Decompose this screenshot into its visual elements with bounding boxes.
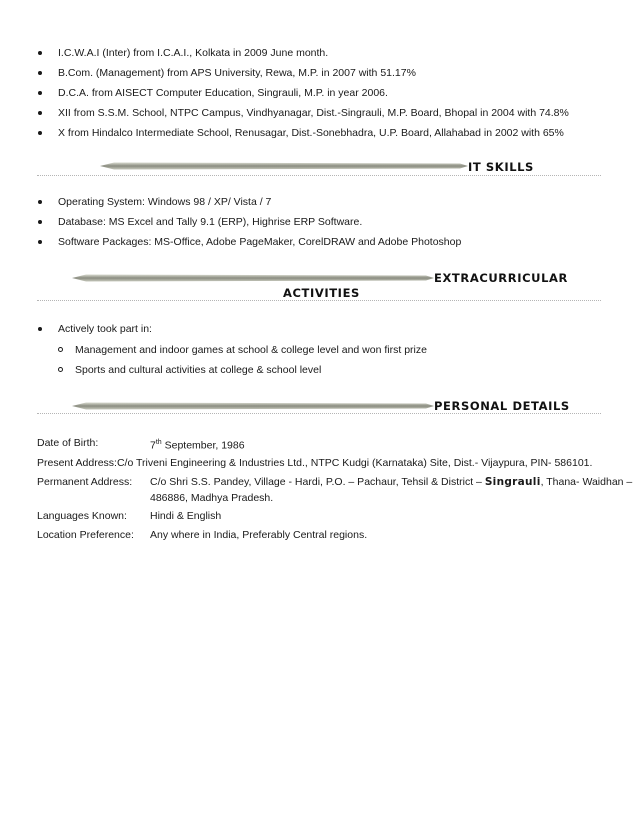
extracurricular-intro: Actively took part in:: [38, 322, 152, 342]
permanent-address-line2: 486886, Madhya Pradesh.: [150, 492, 274, 504]
section-title: PERSONAL DETAILS: [434, 399, 570, 413]
section-title-line2: ACTIVITIES: [283, 286, 360, 300]
skill-item: Database: MS Excel and Tally 9.1 (ERP), Highrise ERP Software.: [38, 215, 461, 235]
education-list: [38, 46, 569, 146]
education-item: D.C.A. from AISECT Computer Education, Singrauli, M.P. in year 2006.: [38, 86, 569, 106]
education-item: XII from S.S.M. School, NTPC Campus, Vindhyanagar, Dist.-Singrauli, M.P. Board, Bhopal in 2004 with 74.8%: [38, 106, 569, 126]
header-dotted-line: [37, 175, 601, 176]
present-address-row: [37, 456, 607, 470]
permanent-address-district: Singrauli: [484, 476, 541, 488]
extracurricular-sublist: [57, 343, 427, 383]
permanent-address-value: [150, 475, 632, 489]
header-rule-graphic: [72, 402, 434, 410]
extracurricular-list: [38, 322, 152, 342]
activity-item: Management and indoor games at school & college level and won first prize: [57, 343, 427, 363]
education-item: B.Com. (Management) from APS University, Rewa, M.P. in 2007 with 51.17%: [38, 66, 569, 86]
dob-day: 7: [150, 439, 156, 452]
permanent-address-part1: C/o Shri S.S. Pandey, Village - Hardi, P.O. – Pachaur, Tehsil & District –: [150, 476, 482, 488]
dob-value: [150, 436, 245, 453]
section-title: IT SKILLS: [468, 160, 534, 174]
skill-item: Software Packages: MS-Office, Adobe PageMaker, CorelDRAW and Adobe Photoshop: [38, 235, 461, 255]
permanent-address-label: Permanent Address:: [37, 476, 133, 488]
languages-label: Languages Known:: [37, 510, 127, 522]
header-dotted-line: [37, 413, 601, 414]
section-title: EXTRACURRICULAR: [434, 271, 568, 285]
dob-label: Date of Birth:: [37, 437, 99, 449]
it-skills-list: [38, 195, 461, 255]
location-value: Any where in India, Preferably Central regions.: [150, 529, 368, 541]
header-rule-graphic: [100, 162, 468, 170]
skill-item: Operating System: Windows 98 / XP/ Vista / 7: [38, 195, 461, 215]
activity-item: Sports and cultural activities at college & school level: [57, 363, 427, 383]
location-label: Location Preference:: [37, 529, 134, 541]
present-address-value: C/o Triveni Engineering & Industries Ltd., NTPC Kudgi (Karnataka) Site, Dist.- Vijaypura, PIN- 586101.: [116, 457, 593, 469]
permanent-address-part2: , Thana- Waidhan –: [540, 476, 633, 488]
education-item: X from Hindalco Intermediate School, Renusagar, Dist.-Sonebhadra, U.P. Board, Allahabad in 2002 with 65%: [38, 126, 569, 146]
education-item: I.C.W.A.I (Inter) from I.C.A.I., Kolkata in 2009 June month.: [38, 46, 569, 66]
header-rule-graphic: [72, 274, 434, 282]
languages-value: Hindi & English: [150, 510, 222, 522]
dob-suffix: th: [155, 439, 162, 446]
present-address-label: Present Address:: [37, 457, 117, 469]
header-dotted-line: [37, 300, 601, 301]
dob-month-year: September, 1986: [161, 439, 245, 452]
